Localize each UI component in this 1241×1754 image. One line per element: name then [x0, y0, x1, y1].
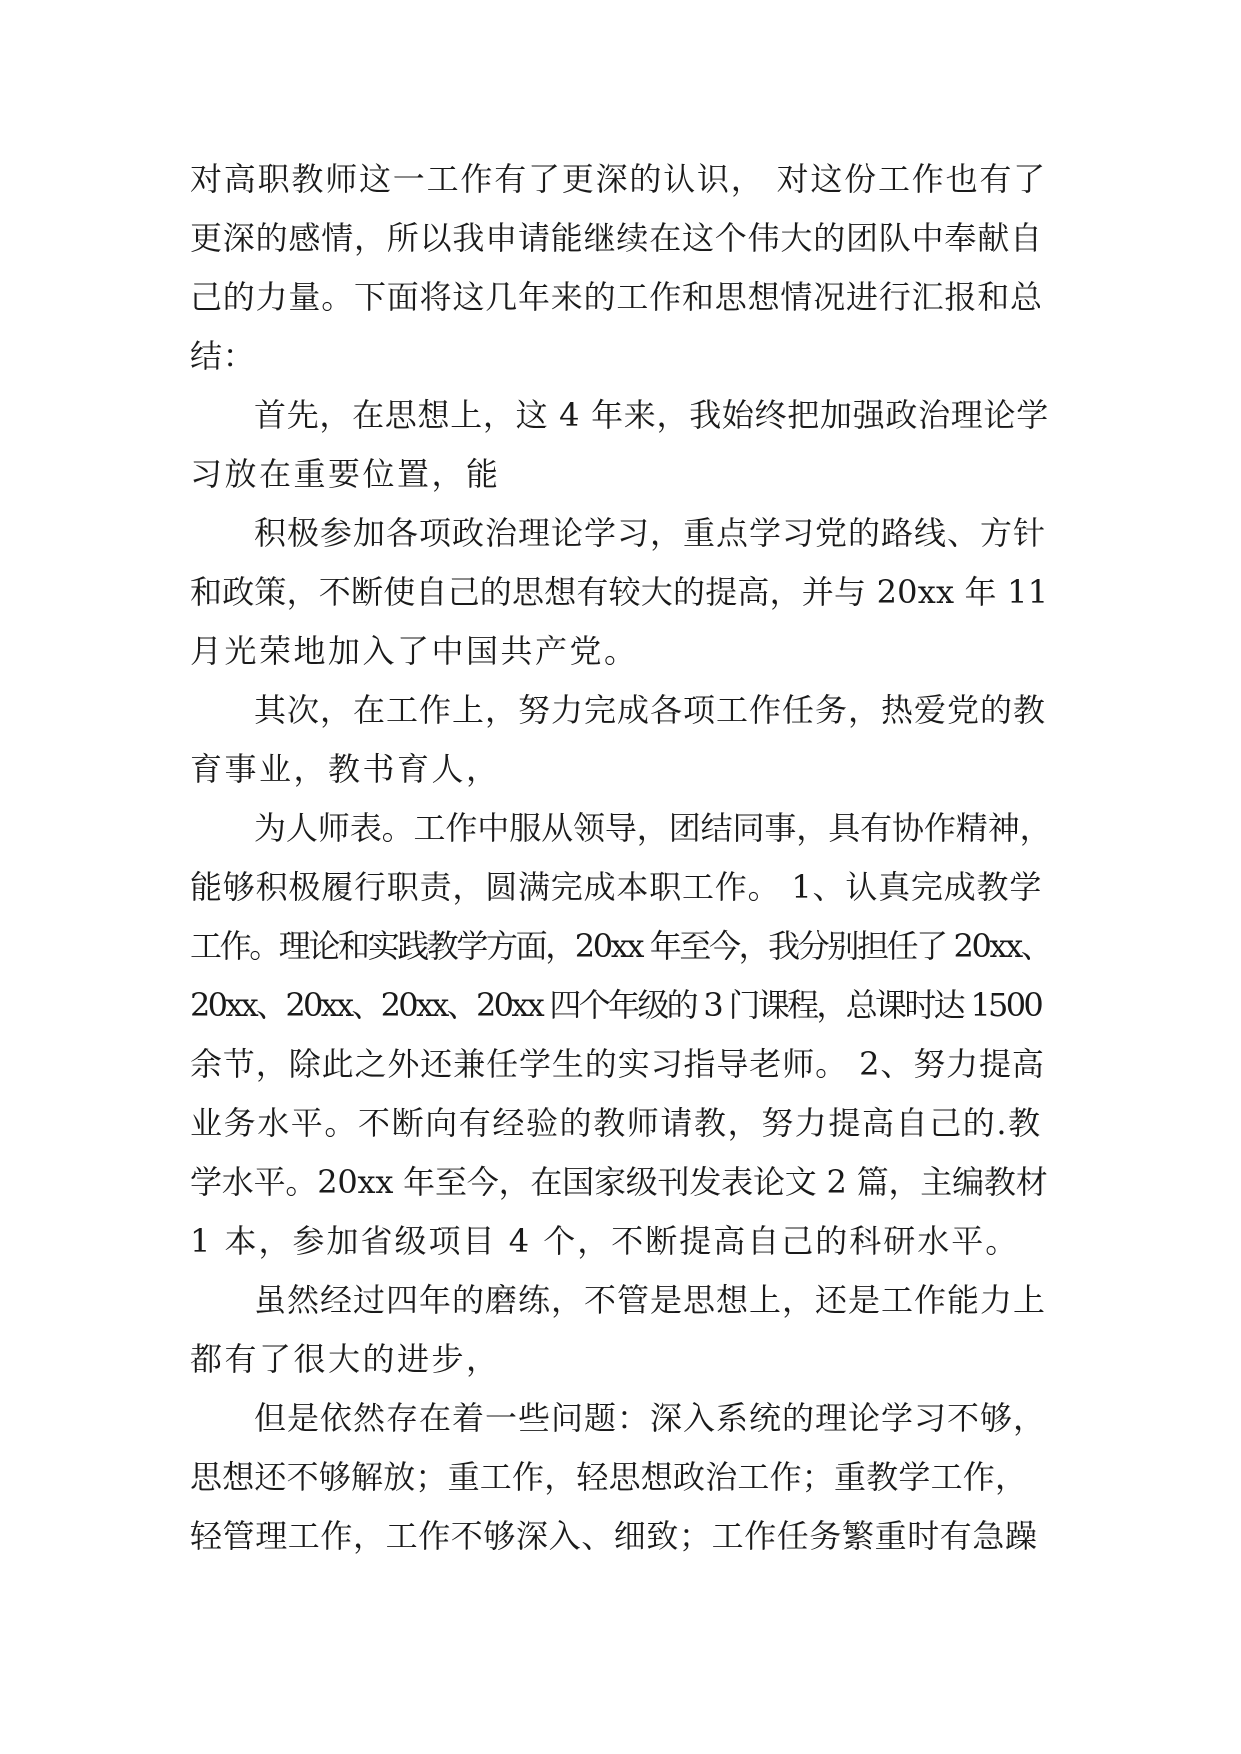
text-line-8: 和政策，不断使自己的思想有较大的提高，并与 20xx 年 11	[190, 573, 1049, 611]
text-line-5: 首先，在思想上，这 4 年来，我始终把加强政治理论学	[254, 396, 1049, 434]
text-line-11: 育事业，教书育人，	[190, 750, 501, 788]
text-line-7: 积极参加各项政治理论学习，重点学习党的路线、方针	[254, 514, 1047, 552]
text-line-2: 更深的感情，所以我申请能继续在这个伟大的团队中奉献自	[190, 219, 1043, 257]
text-line-4: 结：	[190, 337, 256, 375]
text-line-18: 学水平。20xx 年至今，在国家级刊发表论文 2 篇，主编教材	[190, 1163, 1048, 1201]
text-line-1: 对高职教师这一工作有了更深的认识， 对这份工作也有了	[190, 160, 1047, 198]
text-line-12: 为人师表。工作中服从领导，团结同事，具有协作精神，	[254, 809, 1052, 847]
text-line-22: 但是依然存在着一些问题：深入系统的理论学习不够，	[254, 1399, 1047, 1437]
text-line-17: 业务水平。不断向有经验的教师请教，努力提高自己的.教	[190, 1104, 1042, 1142]
text-line-6: 习放在重要位置，能	[190, 455, 501, 493]
body-text	[190, 150, 1050, 1566]
text-line-20: 虽然经过四年的磨练，不管是思想上，还是工作能力上	[254, 1281, 1047, 1319]
text-line-24: 轻管理工作，工作不够深入、细致；工作任务繁重时有急躁	[190, 1517, 1038, 1555]
text-line-10: 其次，在工作上，努力完成各项工作任务，热爱党的教	[254, 691, 1047, 729]
text-line-19: 1 本，参加省级项目 4 个，不断提高自己的科研水平。	[190, 1222, 1020, 1260]
text-line-3: 己的力量。下面将这几年来的工作和思想情况进行汇报和总	[190, 278, 1043, 316]
text-line-15: 20xx、20xx、20xx、20xx 四个年级的 3 门课程，总课时达 1500	[190, 986, 1042, 1024]
text-line-14: 工作。理论和实践教学方面，20xx 年至今，我分别担任了 20xx、	[190, 927, 1051, 965]
text-line-9: 月光荣地加入了中国共产党。	[190, 632, 639, 670]
text-line-13: 能够积极履行职责，圆满完成本职工作。 1、认真完成教学	[190, 868, 1043, 906]
text-line-21: 都有了很大的进步，	[190, 1340, 501, 1378]
text-line-16: 余节，除此之外还兼任学生的实习指导老师。 2、努力提高	[190, 1045, 1045, 1083]
text-line-23: 思想还不够解放；重工作，轻思想政治工作；重教学工作，	[190, 1458, 1028, 1496]
